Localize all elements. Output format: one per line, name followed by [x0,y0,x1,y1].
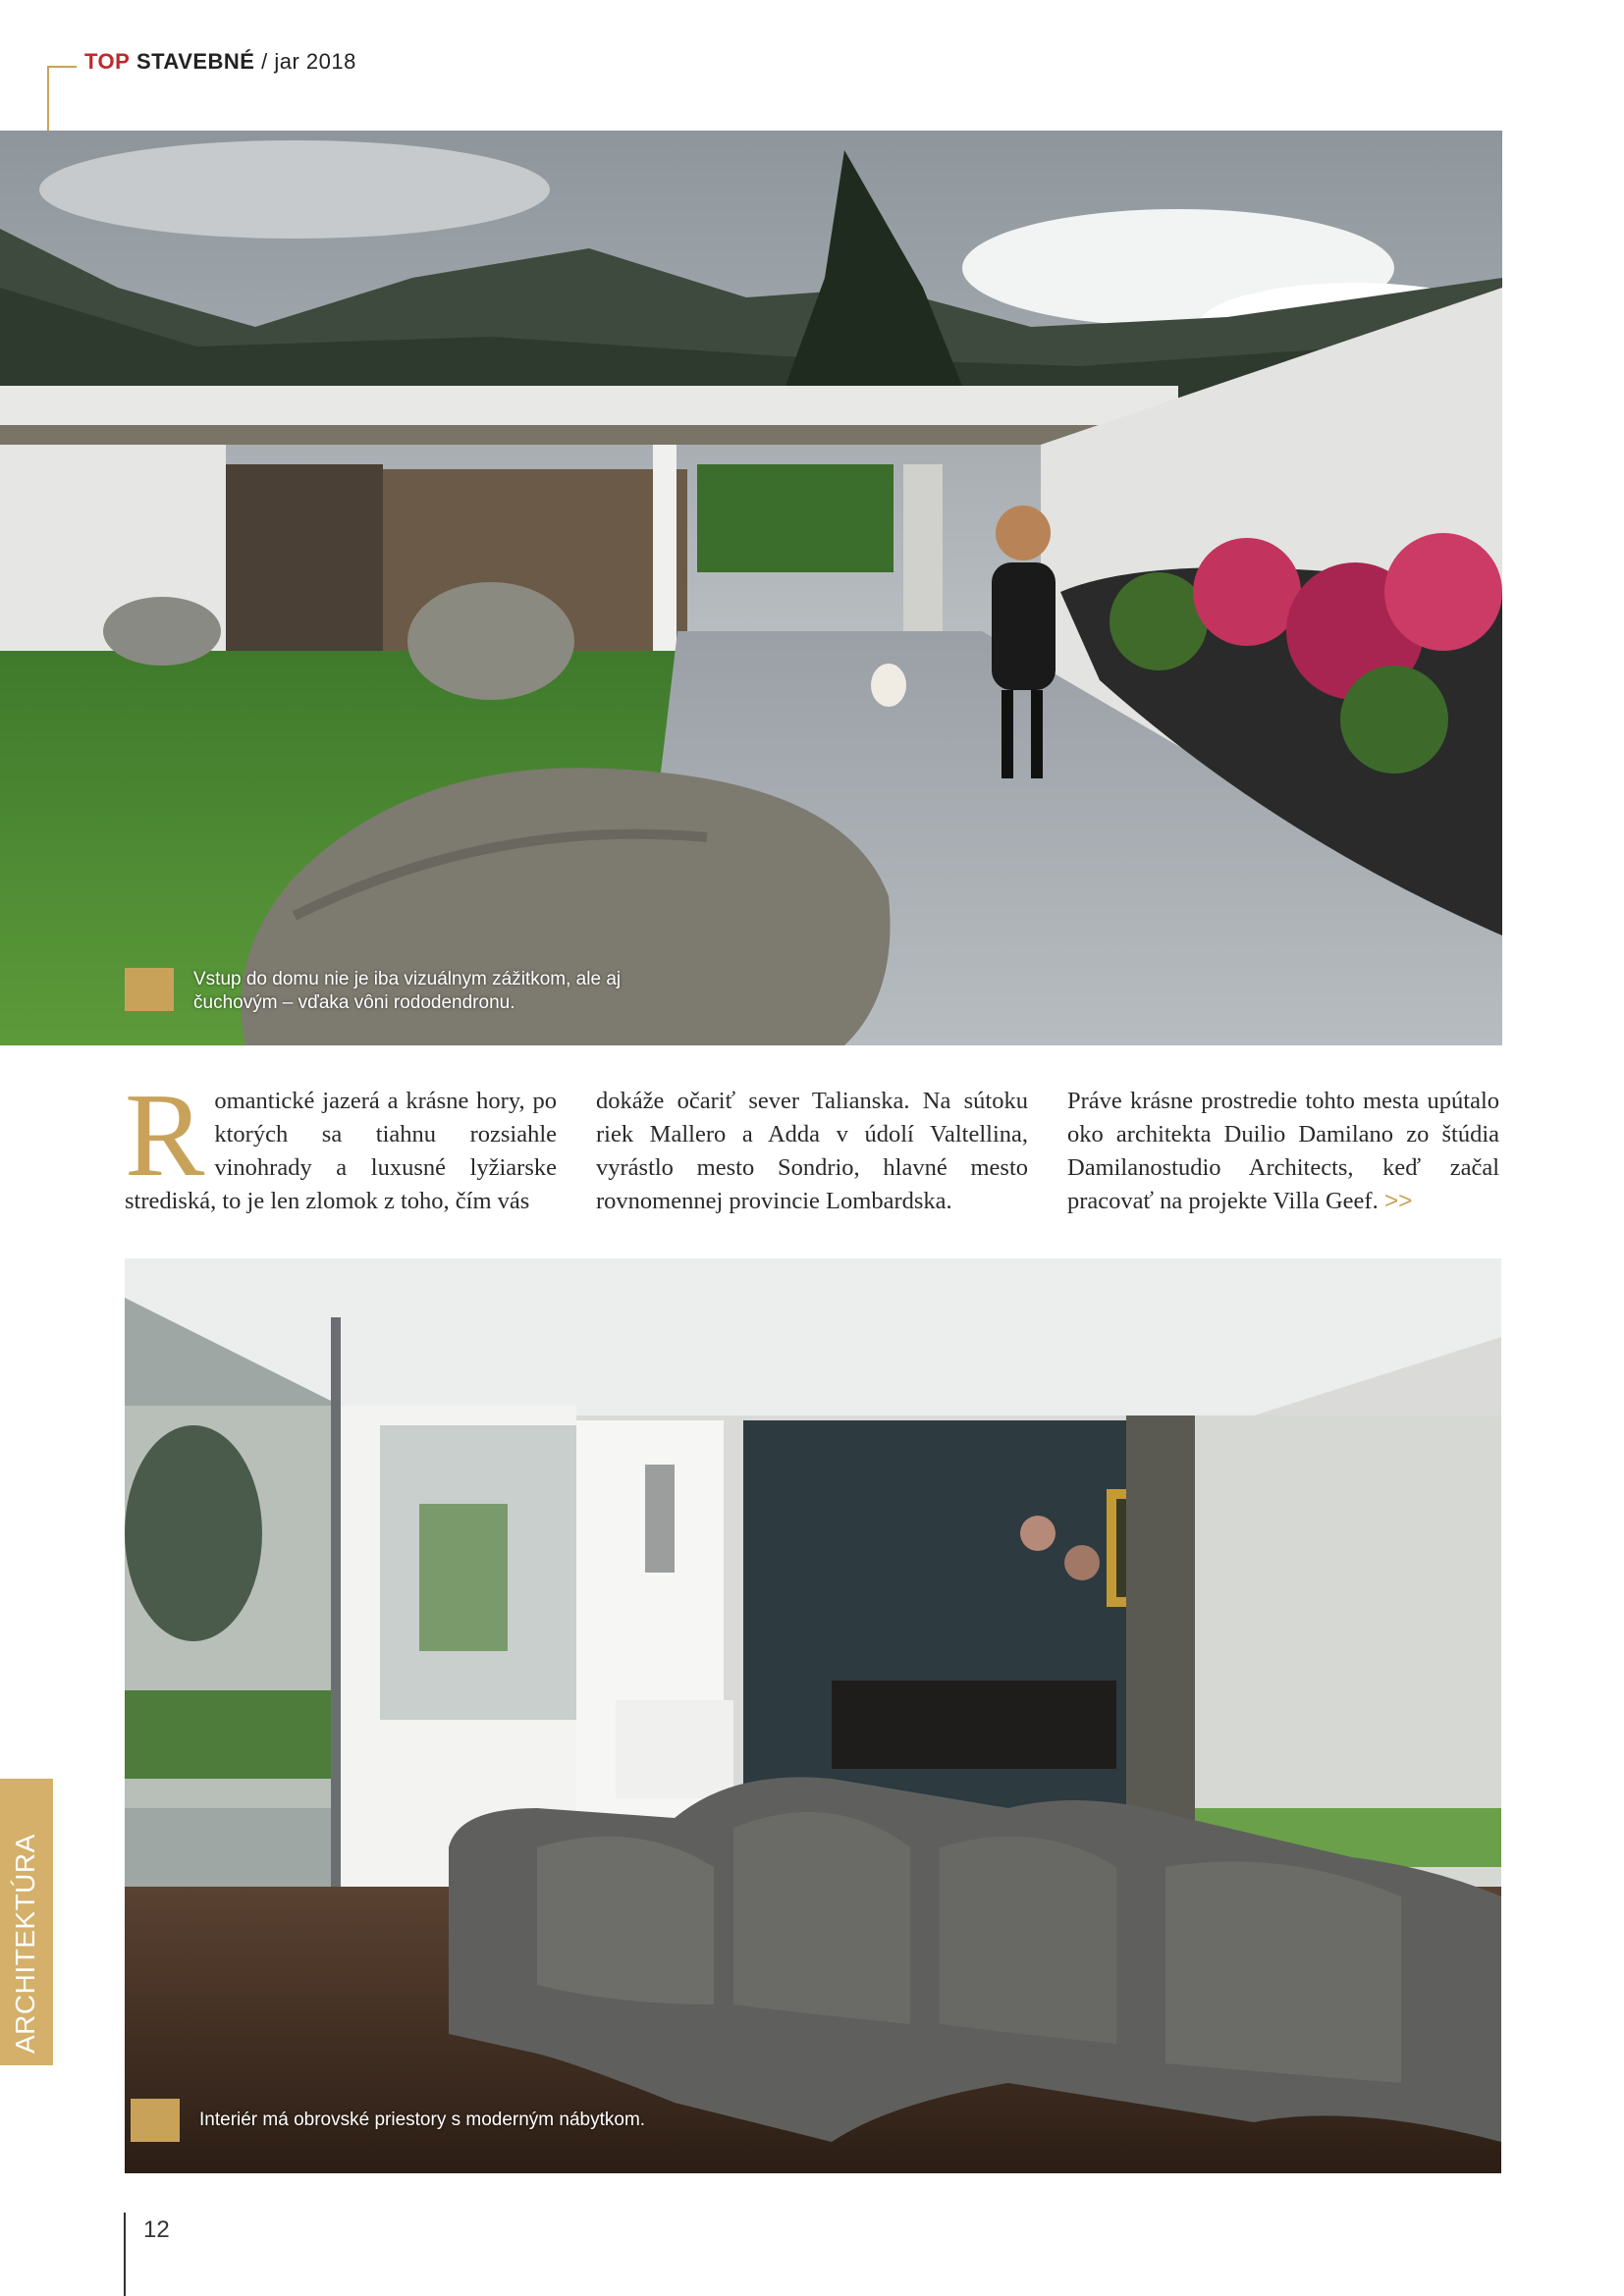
header-separator: / [254,49,275,74]
caption-marker [131,2099,180,2142]
exterior-photo-image [0,131,1502,1045]
column-2-text: dokáže očariť sever Talianska. Na sútoku riek Mallero a Adda v údolí Valtellina, vyrástlo mesto Sondrio, hlavné mesto rovnomennej provincie Lombardska. [596,1088,1028,1214]
article-column-3 [1067,1085,1499,1218]
caption-marker [125,968,174,1011]
interior-photo-caption [131,2099,680,2142]
interior-caption-text: Interiér má obrovské priestory s moderným nábytkom. [199,2109,646,2130]
section-tab [0,1779,53,2065]
header-brand: STAVEBNÉ [135,49,255,74]
header-top: TOP [84,49,131,74]
header-rule-horizontal [47,66,77,68]
column-1-text: omantické jazerá a krásne hory, po ktorých sa tiahnu rozsiahle vinohrady a luxusné lyžiarske strediská, to je len zlomok z toho, čím vás [125,1088,557,1214]
exterior-caption-text: Vstup do domu nie je iba vizuálnym zážitkom, ale aj čuchovým – vďaka vôni rododendronu. [193,969,622,1013]
header-rule-vertical [47,66,49,133]
article-body [125,1069,1501,1218]
header-issue: jar 2018 [274,49,356,74]
page-number: 12 [143,2216,170,2243]
continue-arrow-icon: >> [1383,1188,1413,1214]
article-column-1 [125,1069,557,1218]
section-label: ARCHITEKTÚRA [10,1834,40,2054]
running-header [84,49,356,75]
exterior-photo [0,131,1502,1045]
interior-photo-image [125,1258,1501,2173]
exterior-photo-caption [125,968,675,1015]
article-column-2 [596,1085,1028,1218]
column-3-text: Práve krásne prostredie tohto mesta upútalo oko architekta Duilio Damilano zo štúdia Damilanostudio Architects, keď začal pracovať na projekte Villa Geef. [1067,1088,1499,1214]
drop-cap: R [125,1069,205,1201]
interior-photo [125,1258,1501,2173]
footer-rule [124,2213,126,2296]
